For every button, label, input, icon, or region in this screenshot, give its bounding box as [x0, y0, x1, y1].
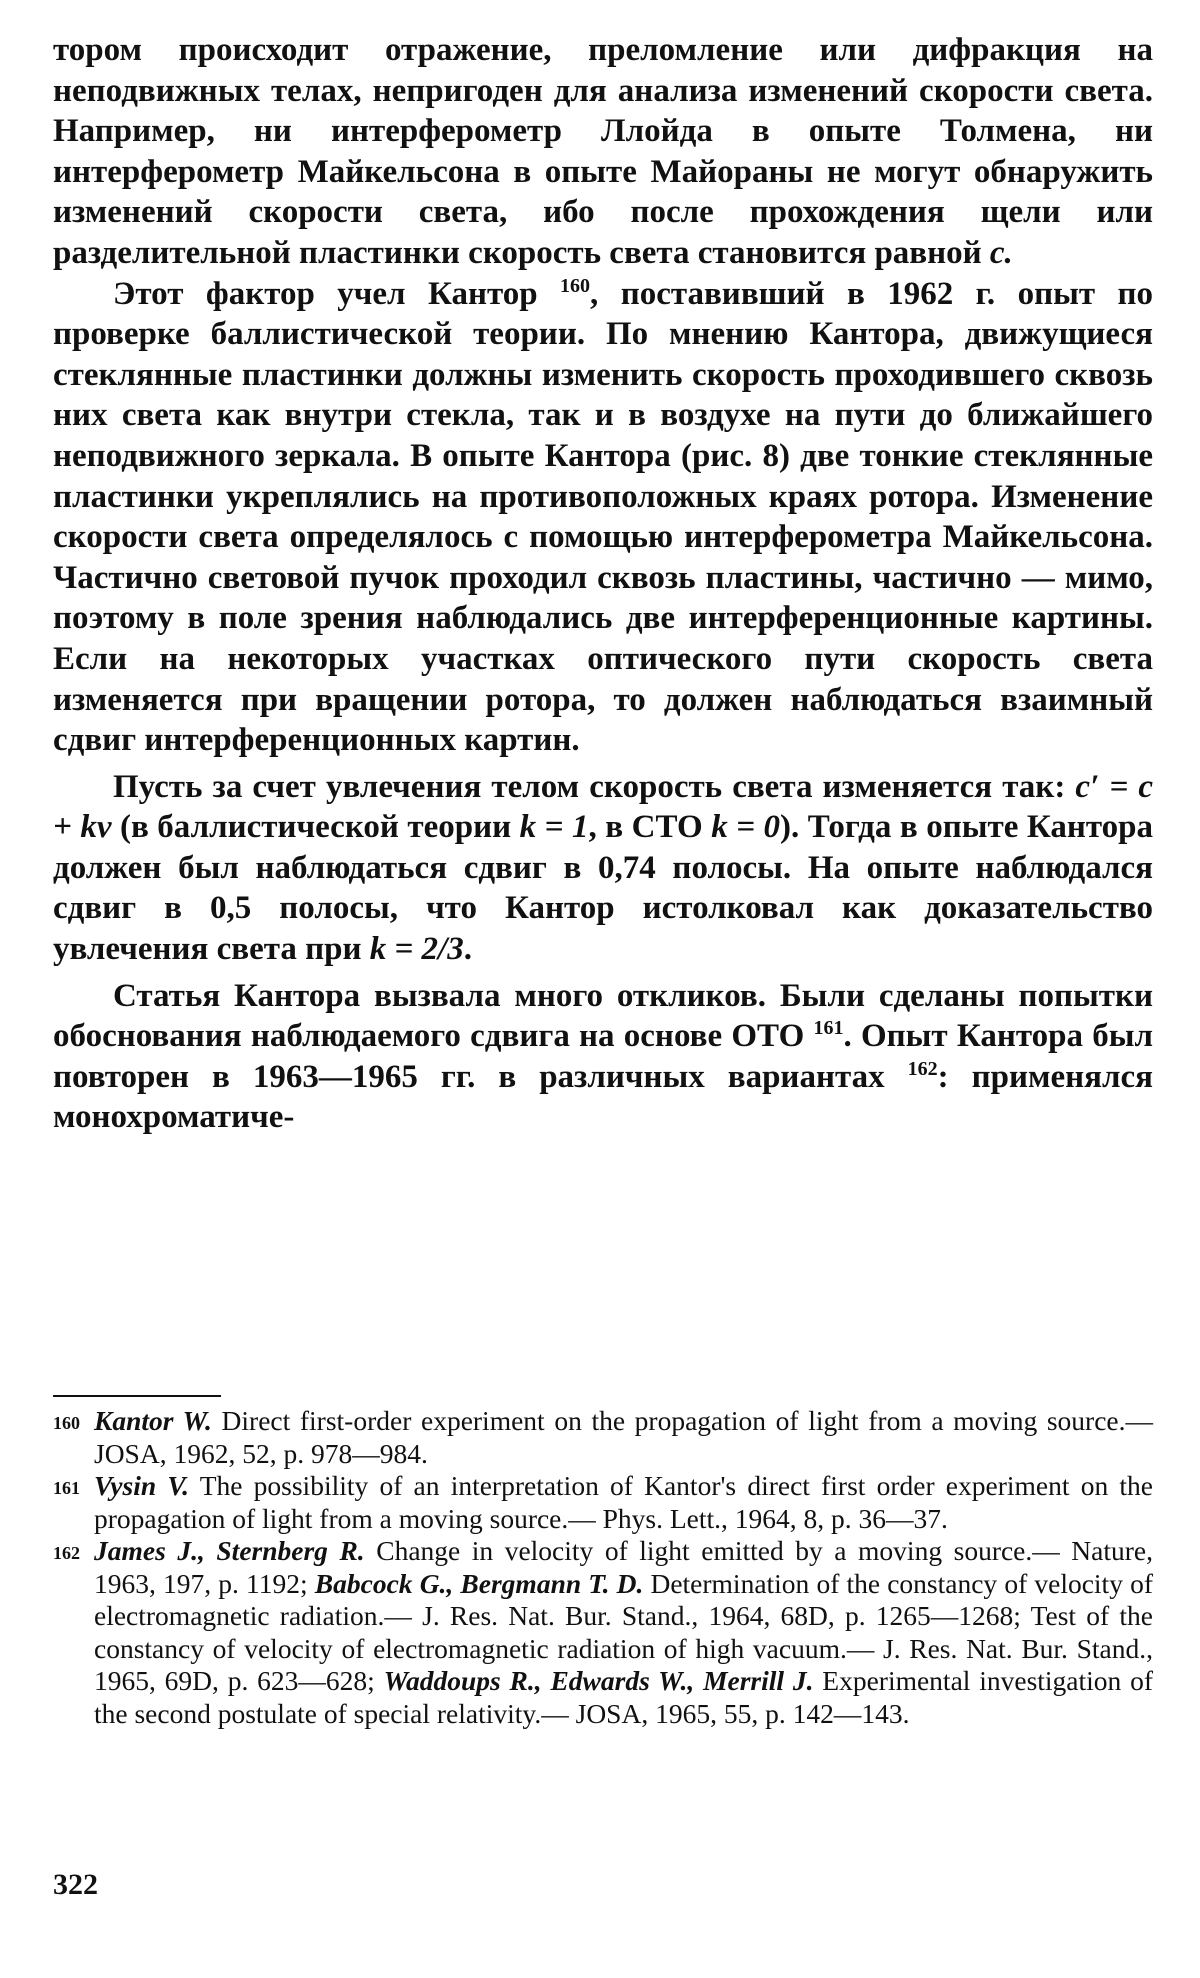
footnote: 160 Kantor W. Direct first-order experiment on the propagation of light from a moving source.— JOSA, 1962, 52, p. 978—984. [53, 1405, 1153, 1469]
footnote-ref: 161 [813, 1017, 844, 1040]
footnote: 162 James J., Sternberg R. Change in velocity of light emitted by a moving source.— Nature, 1963, 197, p. 1192; Babcock G., Bergmann T. D. Determination of the constancy of velocity of electromagnetic radiation.— J. Res. Nat. Bur. Stand., 1964, 68D, p. 1265—1268; Test of the constancy of velocity of electromagnetic radiation of high vacuum.— J. Res. Nat. Bur. Stand., 1965, 69D, p. 623—628; Waddoups R., Edwards W., Merrill J. Experimental investigation of the second postulate of special relativity.— JOSA, 1965, 55, p. 142—143. [53, 1535, 1154, 1729]
footnote-author: James J., Sternberg R. [94, 1535, 365, 1566]
footnote-number: 160 [53, 1413, 80, 1433]
footnote-author: Vysin V. [94, 1470, 190, 1501]
footnote-ref: 160 [560, 274, 591, 297]
paragraph: Этот фактор учел Кантор $^{160}$, поставивший в 1962 г. опыт по проверке баллистической теории. По мнению Кантора, движущиеся стеклянные пластинки должны изменить скорость проходившего сквозь них света как внутри стекла, так и в воздухе на пути до ближайшего неподвижного зеркала. В опыте Кантора (рис. 8) две тонкие стеклянные пластинки укреплялись на противоположных краях ротора. Изменение скорости света определялось с помощью интерферометра Майкельсона. Частично световой пучок проходил сквозь пластины, частично — мимо, поэтому в поле зрения наблюдались две интерференционные картины. Если на некоторых участках оптического пути скорость света изменяется при вращении ротора, то должен наблюдаться взаимный сдвиг интерференционных картин. [53, 274, 1154, 759]
main-text [53, 30, 1153, 1138]
formula: k = 1 [519, 809, 589, 846]
formula: k = 0 [711, 809, 781, 846]
footnote: 161 Vysin V. The possibility of an interpretation of Kantor's direct first order experiment on the propagation of light from a moving source.— Phys. Lett., 1964, 8, p. 36—37. [53, 1470, 1153, 1534]
paragraph: Статья Кантора вызвала много откликов. Были сделаны попытки обоснования наблюдаемого сдвига на основе ОТО $^{161}$. Опыт Кантора был повторен в 1963—1965 гг. в различных вариантах $^{162}$: применялся монохроматиче- [53, 977, 1153, 1136]
footnote-author: Kantor W. [94, 1405, 212, 1436]
paragraph: тором происходит отражение, преломление или дифракция на неподвижных телах, непригоден для анализа изменений скорости света. Например, ни интерферометр Ллойда в опыте Толмена, ни интерферометр Майкельсона в опыте Майораны не могут обнаружить изменений скорости света, ибо после прохождения щели или разделительной пластинки скорость света становится равной c. [53, 32, 1153, 271]
footnote-divider [53, 1395, 221, 1397]
footnote-author: Babcock G., Bergmann T. D. [314, 1567, 644, 1599]
footnote-ref: 162 [907, 1057, 938, 1080]
paragraph: Пусть за счет увлечения телом скорость света изменяется так: c′ = c + kv (в баллистической теории k = 1, в СТО k = 0). Тогда в опыте Кантора должен был наблюдаться сдвиг в 0,74 полосы. На опыте наблюдался сдвиг в 0,5 полосы, что Кантор истолковал как доказательство увлечения света при k = 2/3. [53, 768, 1153, 968]
footnote-number: 161 [53, 1478, 80, 1498]
footnote-author: Waddoups R., Edwards W., Merrill J. [383, 1665, 814, 1696]
formula: k = 2/3 [369, 931, 464, 968]
footnote-number: 162 [53, 1543, 80, 1563]
formula: c′ = c + kv [53, 768, 1153, 846]
footnotes [53, 1405, 1153, 1730]
page-number: 322 [53, 1868, 98, 1901]
